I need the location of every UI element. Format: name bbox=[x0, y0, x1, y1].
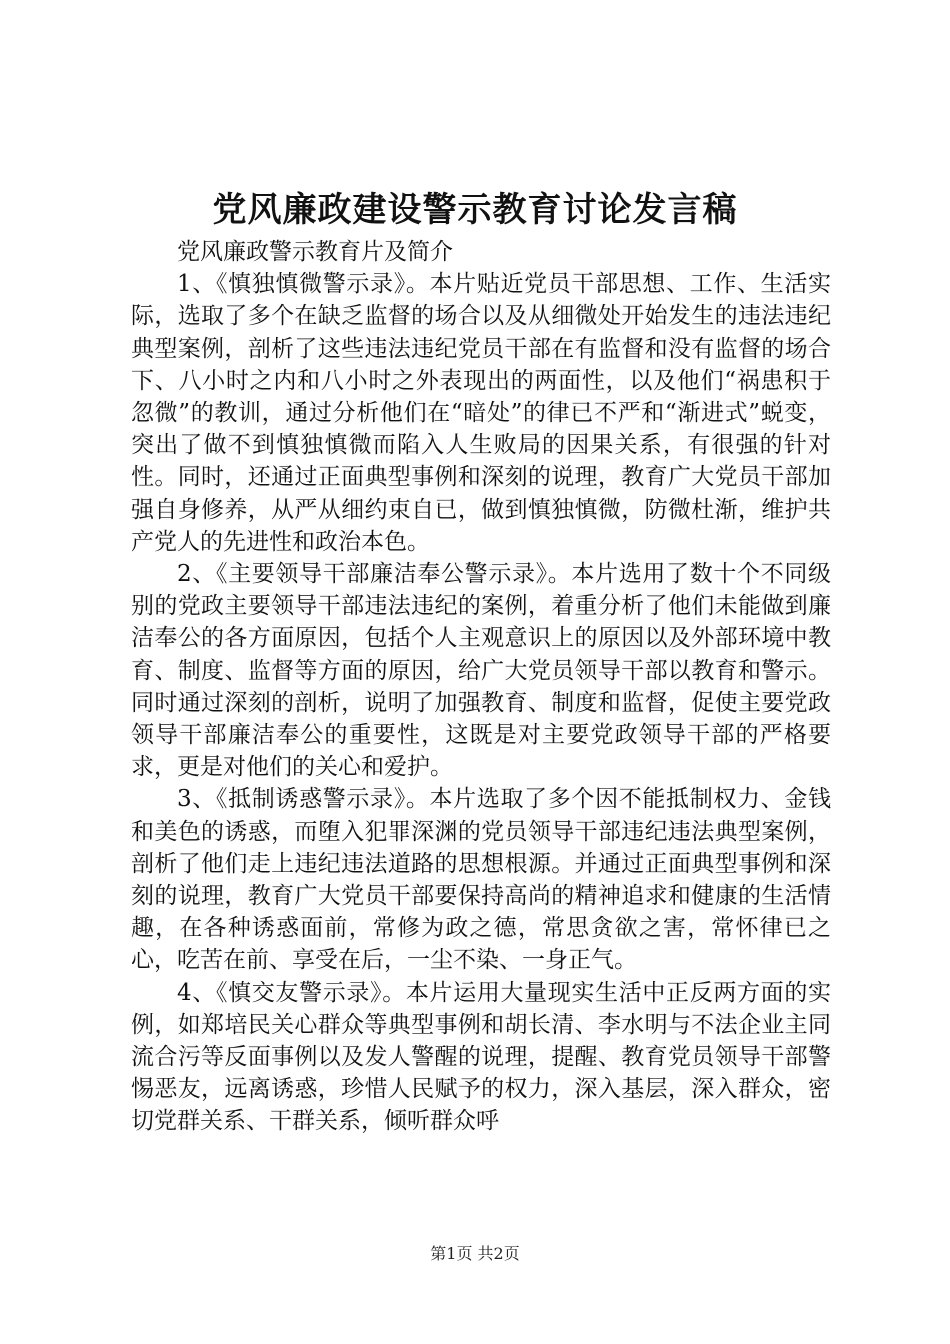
page-number: 第1页 共2页 bbox=[430, 1244, 520, 1263]
document-body bbox=[131, 236, 831, 1138]
document-title: 党风廉政建设警示教育讨论发言稿 bbox=[212, 190, 738, 230]
document-subtitle: 党风廉政警示教育片及简介 bbox=[177, 239, 453, 265]
paragraph-2: 2、《主要领导干部廉洁奉公警示录》。本片选用了数十个不同级别的党政主要领导干部违法违纪的案例，着重分析了他们未能做到廉洁奉公的各方面原因，包括个人主观意识上的原因以及外部环境中教育、制度、监督等方面的原因，给广大党员领导干部以教育和警示。同时通过深刻的剖析，说明了加强教育、制度和监督，促使主要党政领导干部廉洁奉公的重要性，这既是对主要党政领导干部的严格要求，更是对他们的关心和爱护。 bbox=[131, 561, 831, 781]
paragraph-4: 4、《慎交友警示录》。本片运用大量现实生活中正反两方面的实例，如郑培民关心群众等典型事例和胡长清、李水明与不法企业主同流合污等反面事例以及发人警醒的说理，提醒、教育党员领导干部警惕恶友，远离诱惑，珍惜人民赋予的权力，深入基层，深入群众，密切党群关系、干群关系，倾听群众呼 bbox=[131, 979, 831, 1135]
paragraph-3: 3、《抵制诱惑警示录》。本片选取了多个因不能抵制权力、金钱和美色的诱惑，而堕入犯罪深渊的党员领导干部违纪违法典型案例，剖析了他们走上违纪违法道路的思想根源。并通过正面典型事例和深刻的说理，教育广大党员干部要保持高尚的精神追求和健康的生活情趣，在各种诱惑面前，常修为政之德，常思贪欲之害，常怀律已之心，吃苦在前、享受在后，一尘不染、一身正气。 bbox=[131, 786, 831, 974]
page-footer bbox=[0, 1244, 950, 1264]
paragraph-1: 1、《慎独慎微警示录》。本片贴近党员干部思想、工作、生活实际，选取了多个在缺乏监督的场合以及从细微处开始发生的违法违纪典型案例，剖析了这些违法违纪党员干部在有监督和没有监督的场合下、八小时之内和八小时之外表现出的两面性，以及他们“祸患积于忽微”的教训，通过分析他们在“暗处”的律已不严和“渐进式”蜕变，突出了做不到慎独慎微而陷入人生败局的因果关系，有很强的针对性。同时，还通过正面典型事例和深刻的说理，教育广大党员干部加强自身修养，从严从细约束自已，做到慎独慎微，防微杜渐，维护共产党人的先进性和政治本色。 bbox=[131, 271, 831, 555]
